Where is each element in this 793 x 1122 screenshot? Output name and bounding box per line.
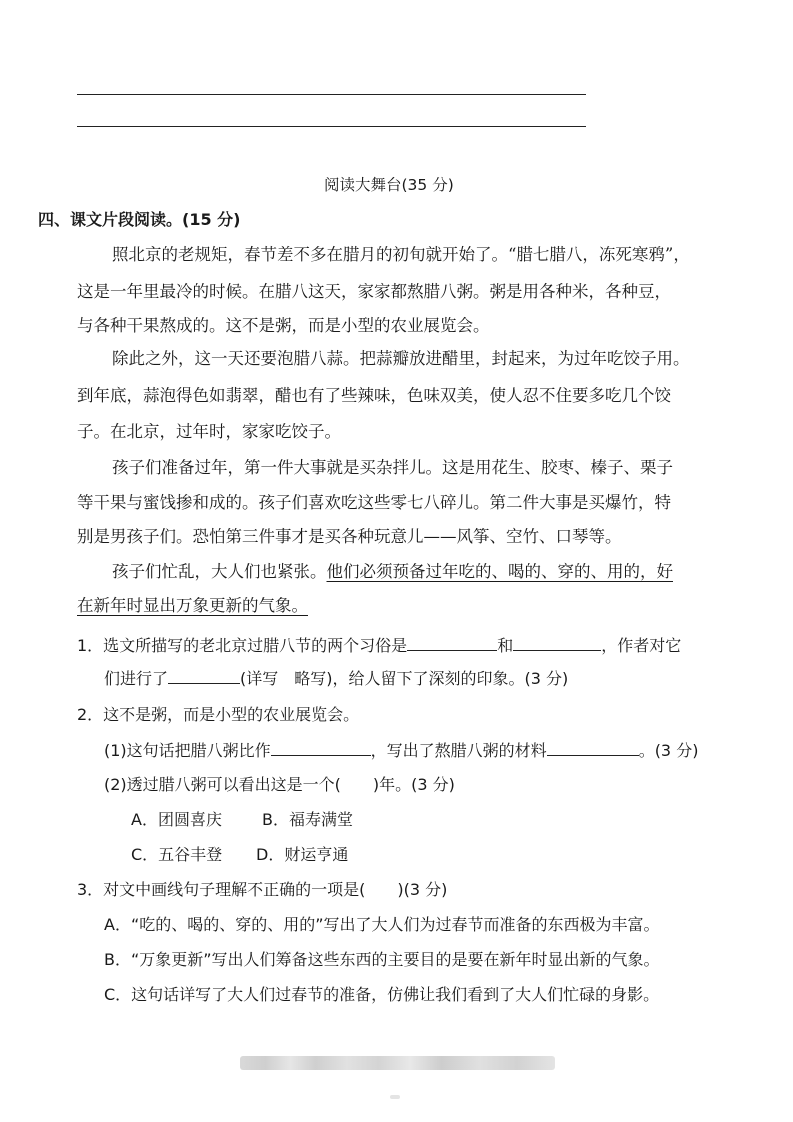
blurred-watermark <box>240 1056 555 1070</box>
passage-line: 到年底，蒜泡得色如翡翠，醋也有了些辣味，色味双美，使人忍不住要多吃几个饺 <box>77 386 671 405</box>
question-text: (详写 略写)，给人留下了深刻的印象。(3 分) <box>240 669 569 688</box>
underlined-sentence: 在新年时显出万象更新的气象。 <box>77 596 308 615</box>
question-line <box>104 738 698 763</box>
answer-blank[interactable] <box>271 738 371 756</box>
passage-line <box>112 560 673 584</box>
passage-line: 孩子们准备过年，第一件大事就是买杂拌儿。这是用花生、胶枣、榛子、栗子 <box>112 458 673 477</box>
question-text: 1．选文所描写的老北京过腊八节的两个习俗是 <box>77 636 408 655</box>
question-text: 们进行了 <box>104 669 169 688</box>
passage-line: 与各种干果熬成的。这不是粥，而是小型的农业展览会。 <box>77 316 490 335</box>
passage-line: 这是一年里最冷的时候。在腊八这天，家家都熬腊八粥。粥是用各种米，各种豆， <box>77 282 671 301</box>
option-b[interactable]: B．“万象更新”写出人们筹备这些东西的主要目的是要在新年时显出新的气象。 <box>104 950 660 969</box>
underlined-sentence: 他们必须预备过年吃的、喝的、穿的、用的，好 <box>326 562 673 581</box>
option-c[interactable]: C．这句话详写了大人们过春节的准备，仿佛让我们看到了大人们忙碌的身影。 <box>104 985 660 1004</box>
passage-line: 别是男孩子们。恐怕第三件事才是买各种玩意儿——风筝、空竹、口琴等。 <box>77 527 622 546</box>
question-text: ，作者对它 <box>601 636 682 655</box>
passage-line <box>77 594 308 618</box>
option-c[interactable]: C．五谷丰登 <box>131 845 223 864</box>
question-text: ，写出了熬腊八粥的材料 <box>370 741 547 760</box>
part-heading: 四、课文片段阅读。(15 分) <box>38 210 241 229</box>
question-text: 。(3 分) <box>638 741 699 760</box>
passage-line: 照北京的老规矩，春节差不多在腊月的初旬就开始了。“腊七腊八，冻死寒鸦”， <box>112 245 690 264</box>
answer-blank[interactable] <box>168 666 240 684</box>
question-text: (1)这句话把腊八粥比作 <box>104 741 271 760</box>
passage-line: 等干果与蜜饯掺和成的。孩子们喜欢吃这些零七八碎儿。第二件大事是买爆竹，特 <box>77 493 671 512</box>
question-line: (2)透过腊八粥可以看出这是一个( )年。(3 分) <box>104 775 455 794</box>
answer-blank[interactable] <box>513 633 601 651</box>
passage-line: 子。在北京，过年时，家家吃饺子。 <box>77 422 341 441</box>
answer-blank[interactable] <box>547 738 639 756</box>
passage-line: 除此之外，这一天还要泡腊八蒜。把蒜瓣放进醋里，封起来，为过年吃饺子用。 <box>112 349 690 368</box>
answer-line-2 <box>77 126 586 127</box>
section-title: 阅读大舞台(35 分) <box>324 176 454 194</box>
blurred-mark <box>390 1095 400 1099</box>
question-text: 和 <box>497 636 514 655</box>
option-b[interactable]: B．福寿满堂 <box>262 810 353 829</box>
question-line <box>104 666 568 691</box>
question-line: 2．这不是粥，而是小型的农业展览会。 <box>77 705 360 724</box>
option-a[interactable]: A．团圆喜庆 <box>131 810 222 829</box>
option-a[interactable]: A．“吃的、喝的、穿的、用的”写出了大人们为过春节而准备的东西极为丰富。 <box>104 915 660 934</box>
passage-text: 孩子们忙乱，大人们也紧张。 <box>112 562 327 581</box>
answer-blank[interactable] <box>407 633 497 651</box>
answer-line-1 <box>77 94 586 95</box>
option-d[interactable]: D．财运亨通 <box>256 845 349 864</box>
question-line: 3．对文中画线句子理解不正确的一项是( )(3 分) <box>77 880 448 899</box>
question-line <box>77 633 681 658</box>
